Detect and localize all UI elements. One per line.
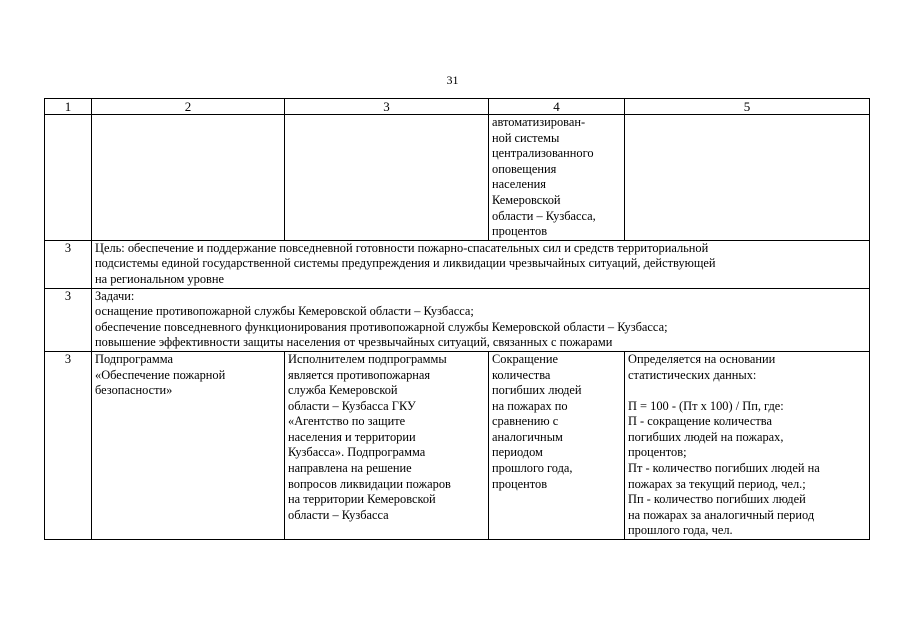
calculation-formula: П = 100 - (Пт х 100) / Пп, где: П - сокращение количества погибших людей на пожарах, процентов; Пт - количество погибших людей на пожарах за текущий период, чел.; Пп - количество погибших людей на пожарах за аналогичный период прошлого года, чел. <box>628 398 820 538</box>
header-col-3: 3 <box>285 99 489 115</box>
header-col-2: 2 <box>92 99 285 115</box>
cell-empty <box>285 115 489 241</box>
table-row-subprogram <box>45 351 870 539</box>
indicators-table <box>44 98 870 540</box>
calculation-intro: Определяется на основании статистических данных: <box>628 351 776 382</box>
cell-empty <box>45 115 92 241</box>
row-number: 3 <box>45 351 92 539</box>
calculation-method-cell <box>625 351 870 539</box>
page-number: 31 <box>446 73 459 87</box>
goal-cell: Цель: обеспечение и поддержание повседневной готовности пожарно-спасательных сил и средств территориальной подсистемы единой государственной системы предупреждения и ликвидации чрезвычайных ситуаций, действующей на региональном уровне <box>92 240 870 288</box>
indicator-name-cell: автоматизирован- ной системы централизованного оповещения населения Кемеровской области – Кузбасса, процентов <box>489 115 625 241</box>
indicator-name-cell: Сокращение количества погибших людей на пожарах по сравнению с аналогичным периодом прошлого года, процентов <box>489 351 625 539</box>
row-number: 3 <box>45 288 92 351</box>
cell-empty <box>625 115 870 241</box>
header-col-5: 5 <box>625 99 870 115</box>
table-row-tasks <box>45 288 870 351</box>
table-row-goal <box>45 240 870 288</box>
subprogram-description-cell: Исполнителем подпрограммы является противопожарная служба Кемеровской области – Кузбасса ГКУ «Агентство по защите населения и территории Кузбасса». Подпрограмма направлена на решение вопросов ликвидации пожаров на территории Кемеровской области – Кузбасса <box>285 351 489 539</box>
tasks-cell: Задачи: оснащение противопожарной службы Кемеровской области – Кузбасса; обеспечение повседневного функционирования противопожарной службы Кемеровской области – Кузбасса; повышение эффективности защиты населения от чрезвычайных ситуаций, связанных с пожарами <box>92 288 870 351</box>
table-row-continuation <box>45 115 870 241</box>
spacer <box>628 383 866 399</box>
header-col-4: 4 <box>489 99 625 115</box>
cell-empty <box>92 115 285 241</box>
table-header-row <box>45 99 870 115</box>
row-number: 3 <box>45 240 92 288</box>
subprogram-name-cell: Подпрограмма «Обеспечение пожарной безопасности» <box>92 351 285 539</box>
header-col-1: 1 <box>45 99 92 115</box>
